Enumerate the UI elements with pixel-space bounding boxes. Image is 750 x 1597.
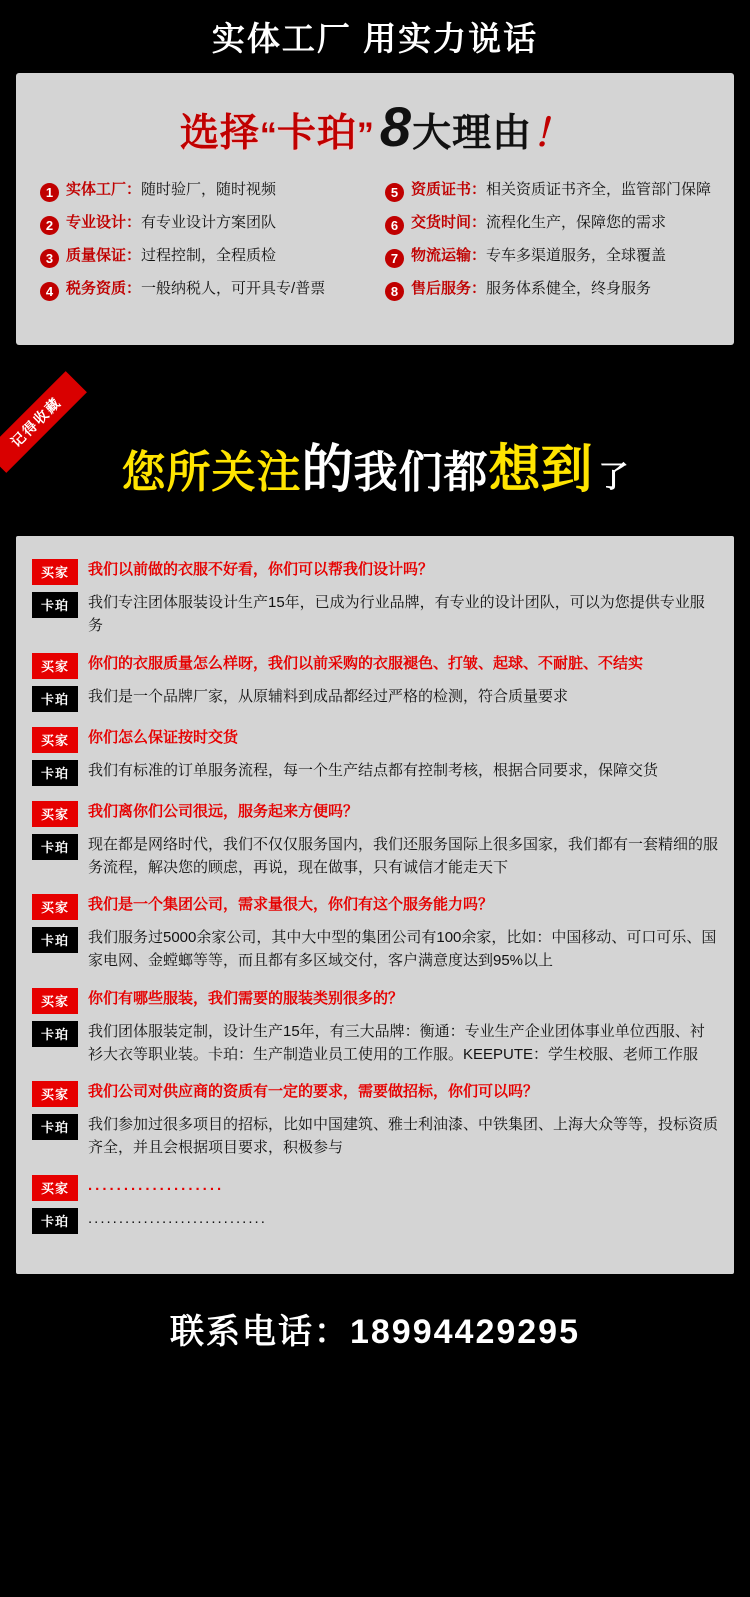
reason-number-badge: 4 [40,282,59,301]
qa-block [32,893,718,973]
faq-section [0,390,750,1274]
question-text: 你们怎么保证按时交货 [88,728,239,746]
seller-tag: 卡珀 [32,834,78,860]
question-text: 我们以前做的衣服不好看，你们可以帮我们设计吗？ [88,561,434,578]
reason-separator: ： [126,246,142,264]
reason-separator: ： [471,180,487,198]
bookmark-ribbon: 记得收藏 [0,373,85,472]
reason-title: 质量保证 [66,246,127,264]
reason-number-badge: 2 [40,216,59,235]
reason-title: 税务资质 [66,279,127,297]
seller-tag: 卡珀 [32,1208,78,1234]
reason-item [30,274,375,307]
reason-body: 一般纳税人，可开具专/普票 [141,279,326,297]
answer-text: ............................. [88,1209,267,1227]
answer-text: 我们参加过很多项目的招标，比如中国建筑、雅士利油漆、中铁集团、上海大众等等，投标资质齐全，并且会根据项目要求，积极参与 [88,1116,719,1157]
qa-block [32,652,718,712]
contact-phone: 联系电话：18994429295 [169,1312,580,1351]
reason-body: 随时验厂，随时视频 [141,180,277,198]
reason-item [30,241,375,274]
reason-separator: ： [126,279,142,297]
question-text: 我们公司对供应商的资质有一定的要求，需要做招标，你们可以吗？ [88,1083,539,1100]
answer-row [32,759,718,786]
reason-number-badge: 6 [385,216,404,235]
reason-title: 售后服务 [411,279,472,297]
qa-block [32,1174,718,1234]
reason-item [375,175,720,208]
buyer-tag: 买家 [32,1175,78,1201]
answer-text: 我们有标准的订单服务流程，每一个生产结点都有控制考核，根据合同要求，保障交货 [88,761,659,779]
heading-quote-open: “ [259,115,277,154]
question-row [32,726,718,753]
eight-reasons-heading [30,91,720,175]
section1-headline: 实体工厂 用实力说话 [211,20,539,57]
heading-exclamation: ！ [532,112,571,155]
buyer-tag: 买家 [32,653,78,679]
faq-heading [0,398,750,536]
qa-block [32,558,718,638]
reason-item [30,208,375,241]
question-text: 我们离你们公司很远，服务起来方便吗？ [88,802,359,820]
reason-title: 专业设计 [66,213,127,231]
qa-block [32,1080,718,1160]
answer-row [32,1207,718,1234]
question-text: ................... [88,1176,225,1194]
seller-tag: 卡珀 [32,686,78,712]
reason-body: 过程控制，全程质检 [141,246,277,264]
reason-number-badge: 3 [40,249,59,268]
answer-text: 现在都是网络时代，我们不仅仅服务国内，我们还服务国际上很多国家，我们都有一套精细的服务流程，解决您的顾虑，再说，现在做事，只有诚信才能走天下 [88,835,719,876]
seller-tag: 卡珀 [32,1021,78,1047]
qa-block [32,800,718,880]
faq-heading-part1: 您所关注 [121,448,302,497]
reason-item [375,274,720,307]
reason-separator: ： [471,213,487,231]
reason-body: 流程化生产，保障您的需求 [486,213,667,231]
question-text: 你们的衣服质量怎么样呀，我们以前采购的衣服褪色、打皱、起球、不耐脏、不结实 [88,654,644,672]
faq-heading-part4: 想到 [488,441,593,499]
faq-card [16,536,734,1274]
answer-text: 我们是一个品牌厂家，从原辅料到成品都经过严格的检测，符合质量要求 [88,687,569,705]
question-row [32,893,718,920]
reason-title: 交货时间 [411,213,472,231]
answer-text: 我们专注团体服装设计生产15年，已成为行业品牌，有专业的设计团队，可以为您提供专业服务 [88,594,705,635]
reason-body: 有专业设计方案团队 [141,213,277,231]
contact-footer [0,1274,750,1387]
seller-tag: 卡珀 [32,592,78,618]
buyer-tag: 买家 [32,988,78,1014]
qa-block [32,726,718,786]
seller-tag: 卡珀 [32,760,78,786]
reason-item [30,175,375,208]
faq-heading-part2: 的 [301,441,354,499]
section-divider [0,372,750,390]
question-row [32,558,718,585]
answer-text: 我们服务过5000余家公司，其中大中型的集团公司有100余家，比如：中国移动、可口可乐、国家电网、金螳螂等等，而且都有多区域交付，客户满意度达到95%以上 [88,929,717,970]
heading-quote-close: ” [356,115,374,154]
reason-number-badge: 1 [40,183,59,202]
answer-row [32,1113,718,1160]
question-row [32,652,718,679]
answer-row [32,926,718,973]
reason-separator: ： [126,180,142,198]
buyer-tag: 买家 [32,559,78,585]
heading-brand: 卡珀 [276,111,357,155]
reason-body: 专车多渠道服务，全球覆盖 [486,246,667,264]
buyer-tag: 买家 [32,894,78,920]
question-row [32,1080,718,1107]
buyer-tag: 买家 [32,727,78,753]
reasons-list [30,175,720,307]
reason-body: 服务体系健全，终身服务 [486,279,652,297]
reason-item [375,208,720,241]
seller-tag: 卡珀 [32,1114,78,1140]
faq-heading-part3: 我们都 [353,448,489,497]
answer-row [32,685,718,712]
question-row [32,987,718,1014]
answer-row [32,591,718,638]
buyer-tag: 买家 [32,1081,78,1107]
reason-number-badge: 5 [385,183,404,202]
reason-title: 资质证书 [411,180,472,198]
question-row [32,800,718,827]
faq-heading-part5: 了 [598,461,629,494]
reason-separator: ： [471,246,487,264]
reason-number-badge: 7 [385,249,404,268]
question-row [32,1174,718,1201]
heading-black-text: 大理由 [412,111,533,155]
advantages-section [0,0,750,372]
reason-number-badge: 8 [385,282,404,301]
qa-block [32,987,718,1067]
buyer-tag: 买家 [32,801,78,827]
reason-separator: ： [471,279,487,297]
seller-tag: 卡珀 [32,927,78,953]
reason-title: 物流运输 [411,246,472,264]
heading-red-prefix: 选择 [179,111,260,155]
reason-item [375,241,720,274]
reason-title: 实体工厂 [66,180,127,198]
answer-row [32,1020,718,1067]
reason-separator: ： [126,213,142,231]
question-text: 我们是一个集团公司，需求量很大，你们有这个服务能力吗？ [88,896,494,913]
advantages-card [16,73,734,345]
answer-row [32,833,718,880]
answer-text: 我们团体服装定制，设计生产15年，有三大品牌：衡通：专业生产企业团体事业单位西服、衬衫大衣等职业装。卡珀：生产制造业员工使用的工作服。KEEPUTE：学生校服、老师工作服 [88,1022,705,1063]
heading-number-eight: 8 [379,94,411,158]
reason-body: 相关资质证书齐全，监管部门保障 [486,180,712,198]
question-text: 你们有哪些服装，我们需要的服装类别很多的？ [88,989,404,1007]
